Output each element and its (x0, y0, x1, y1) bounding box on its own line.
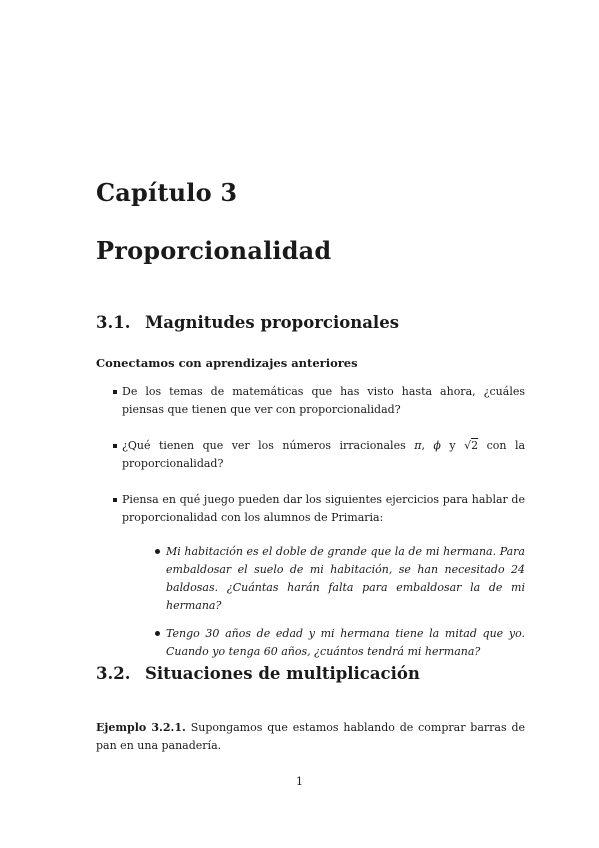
round-bullet-icon (155, 631, 160, 636)
section-title: Magnitudes proporcionales (145, 313, 399, 332)
phi-symbol: ϕ (433, 439, 441, 452)
section-heading-3-1 (96, 313, 399, 332)
square-bullet-icon (113, 390, 117, 394)
list-item: ¿Qué tienen que ver los números irracionales π, ϕ y √2 con la proporcionalidad? (96, 437, 525, 473)
page-number: 1 (296, 775, 303, 788)
list-item (96, 383, 525, 419)
section-number: 3.1. (96, 313, 131, 332)
example-label: Ejemplo 3.2.1. (96, 721, 186, 734)
section-number: 3.2. (96, 664, 131, 683)
chapter-title: Proporcionalidad (96, 236, 332, 265)
square-bullet-icon (113, 444, 117, 448)
example-paragraph (96, 719, 525, 755)
sub-list-item (122, 625, 525, 661)
bullet-list (96, 383, 525, 679)
square-bullet-icon (113, 498, 117, 502)
sqrt-two (464, 439, 478, 452)
subheading-connections: Conectamos con aprendizajes anteriores (96, 356, 358, 370)
list-item-text: Piensa en qué juego pueden dar los siguientes ejercicios para hablar de proporcionalidad con los alumnos de Primaria: (122, 493, 525, 524)
radical-sign: √ (464, 439, 472, 452)
pi-symbol: π (414, 439, 422, 452)
chapter-label: Capítulo 3 (96, 178, 238, 207)
sub-bullet-list (122, 543, 525, 661)
round-bullet-icon (155, 549, 160, 554)
sub-list-item (122, 543, 525, 615)
radicand: 2 (471, 439, 479, 452)
example-text: Supongamos que estamos hablando de comprar barras de pan en una panadería. (96, 721, 526, 752)
list-item-text: De los temas de matemáticas que has visto hasta ahora, ¿cuáles piensas que tienen que ver con proporcionalidad? (122, 385, 525, 416)
list-item (96, 491, 525, 661)
list-item-text-start: ¿Qué tienen que ver los números irracionales (122, 439, 415, 452)
sub-list-item-text: Mi habitación es el doble de grande que la de mi hermana. Para embaldosar el suelo de mi habitación, se han necesitado 24 baldosas. ¿Cuántas harán falta para embaldosar la de mi hermana? (166, 545, 525, 612)
sub-list-item-text: Tengo 30 años de edad y mi hermana tiene la mitad que yo. Cuando yo tenga 60 años, ¿cuántos tendrá mi hermana? (166, 627, 525, 658)
conjunction: y (449, 439, 456, 452)
list-item-text-end: con la proporcionalidad? (122, 439, 526, 470)
section-heading-3-2 (96, 664, 420, 683)
section-title: Situaciones de multiplicación (145, 664, 420, 683)
